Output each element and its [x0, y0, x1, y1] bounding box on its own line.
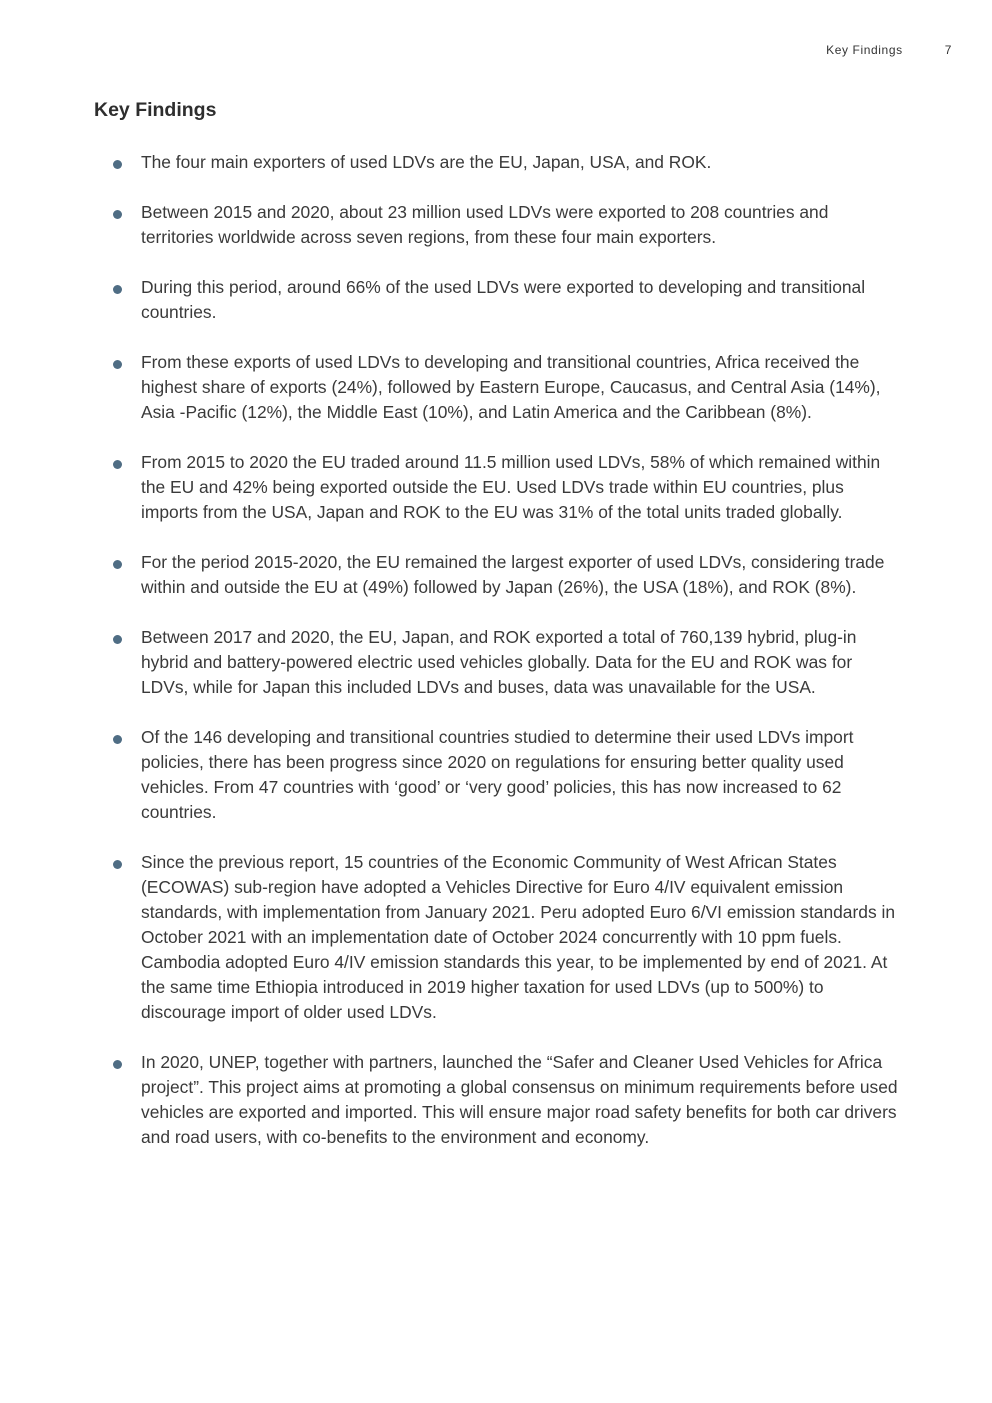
- finding-text: The four main exporters of used LDVs are the EU, Japan, USA, and ROK.: [141, 152, 712, 172]
- list-item: [112, 850, 902, 1025]
- finding-text: For the period 2015-2020, the EU remained the largest exporter of used LDVs, considering trade within and outside the EU at (49%) followed by Japan (26%), the USA (18%), and ROK (8%).: [141, 552, 885, 597]
- list-item: [112, 275, 902, 325]
- bullet-icon: [113, 635, 122, 644]
- finding-text: Between 2017 and 2020, the EU, Japan, and ROK exported a total of 760,139 hybrid, plug-in hybrid and battery-powered electric used vehicles globally. Data for the EU and ROK was for LDVs, while for Japan this included LDVs and buses, data was unavailable for the USA.: [141, 627, 857, 697]
- page-title: Key Findings: [94, 99, 217, 121]
- finding-text: Since the previous report, 15 countries of the Economic Community of West African States (ECOWAS) sub-region have adopted a Vehicles Directive for Euro 4/IV equivalent emission standards, with implementation from January 2021. Peru adopted Euro 6/VI emission standards in October 2021 with an implementation date of October 2024 concurrently with 10 ppm fuels. Cambodia adopted Euro 4/IV emission standards this year, to be implemented by end of 2021. At the same time Ethiopia introduced in 2019 higher taxation for used LDVs (up to 500%) to discourage import of older used LDVs.: [141, 852, 896, 1022]
- list-item: [112, 150, 902, 175]
- key-findings-list: [112, 150, 902, 1175]
- list-item: [112, 725, 902, 825]
- list-item: [112, 200, 902, 250]
- list-item: [112, 550, 902, 600]
- finding-text: In 2020, UNEP, together with partners, launched the “Safer and Cleaner Used Vehicles for Africa project”. This project aims at promoting a global consensus on minimum requirements before used vehicles are exported and imported. This will ensure major road safety benefits for both car drivers and road users, with co-benefits to the environment and economy.: [141, 1052, 898, 1147]
- list-item: [112, 450, 902, 525]
- finding-text: During this period, around 66% of the used LDVs were exported to developing and transitional countries.: [141, 277, 866, 322]
- page-number: 7: [944, 43, 952, 57]
- bullet-icon: [113, 1060, 122, 1069]
- running-header: [826, 43, 952, 57]
- bullet-icon: [113, 285, 122, 294]
- bullet-icon: [113, 210, 122, 219]
- bullet-icon: [113, 735, 122, 744]
- finding-text: From 2015 to 2020 the EU traded around 11.5 million used LDVs, 58% of which remained within the EU and 42% being exported outside the EU. Used LDVs trade within EU countries, plus imports from the USA, Japan and ROK to the EU was 31% of the total units traded globally.: [141, 452, 881, 522]
- bullet-icon: [113, 460, 122, 469]
- bullet-icon: [113, 560, 122, 569]
- finding-text: From these exports of used LDVs to developing and transitional countries, Africa received the highest share of exports (24%), followed by Eastern Europe, Caucasus, and Central Asia (14%), Asia -Pacific (12%), the Middle East (10%), and Latin America and the Caribbean (8%).: [141, 352, 881, 422]
- finding-text: Of the 146 developing and transitional countries studied to determine their used LDVs import policies, there has been progress since 2020 on regulations for ensuring better quality used vehicles. From 47 countries with ‘good’ or ‘very good’ policies, this has now increased to 62 countries.: [141, 727, 854, 822]
- list-item: [112, 625, 902, 700]
- finding-text: Between 2015 and 2020, about 23 million used LDVs were exported to 208 countries and territories worldwide across seven regions, from these four main exporters.: [141, 202, 829, 247]
- bullet-icon: [113, 860, 122, 869]
- list-item: [112, 1050, 902, 1150]
- bullet-icon: [113, 160, 122, 169]
- running-header-section: Key Findings: [826, 43, 903, 57]
- bullet-icon: [113, 360, 122, 369]
- list-item: [112, 350, 902, 425]
